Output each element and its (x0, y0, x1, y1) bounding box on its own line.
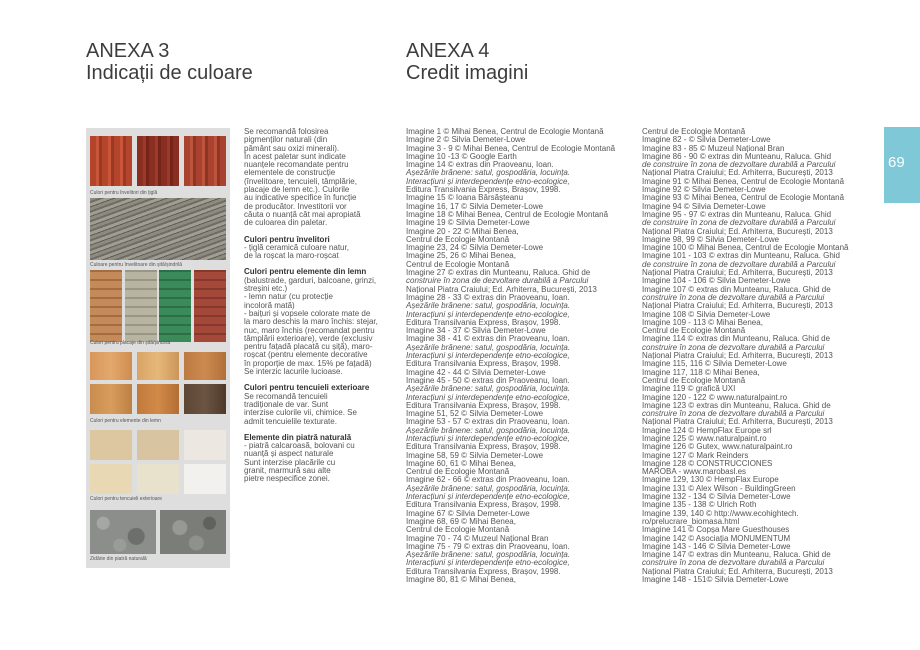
anexa3-title: ANEXA 3 (86, 40, 170, 62)
text-line: elementele de construcție (244, 168, 336, 178)
text-line: Imagine 27 © extras din Munteanu, Raluca. Ghid de (406, 268, 591, 278)
text-line: Editura Transilvania Express, Brașov, 1998. (406, 442, 561, 452)
text-line: Imagine 51, 52 © Silvia Demeter-Lowe (406, 409, 544, 419)
text-line: - piatră calcaroasă, bolovani cu (244, 441, 355, 451)
text-line: construire în zona de dezvoltare durabilă a Parcului (642, 342, 825, 352)
text-line: În acest paletar sunt indicate (244, 151, 346, 161)
swatch-wood-d (90, 384, 132, 414)
text-line: admit tencuielile texturate. (244, 416, 337, 426)
text-line: Imagine 128 © CONSTRUCCIONES (642, 458, 773, 468)
swatch-tile-red-2 (137, 136, 179, 186)
text-line: Imagine 147 © extras din Munteanu, Raluca. Ghid de (642, 550, 831, 560)
swatch-row-plaster-1 (90, 430, 226, 460)
text-line: Interacțiuni și interdependențe etno-ecologice, (406, 558, 570, 568)
text-line: Imagine 91 © Mihai Benea, Centrul de Ecologie Montană (642, 176, 845, 186)
text-line: Imagine 109 - 113 © Mihai Benea, (642, 317, 763, 327)
caption-plaster: Culori pentru tencuieli exterioare (90, 496, 162, 502)
text-line: (balustrade, garduri, balcoane, grinzi, (244, 275, 377, 285)
text-line: Imagine 126 © Gutex, www.naturalpaint.ro (642, 442, 793, 452)
photo-stone-wall-b (160, 510, 226, 554)
text-line: Centrul de Ecologie Montană (642, 127, 746, 136)
text-line: la maro deschis la maro închis: stejar, (244, 317, 378, 327)
text-line: Imagine 142 © Asociația MONUMENTUM (642, 533, 791, 543)
text-line: Național Piatra Craiului; Ed. Arhiterra, București, 2013 (406, 284, 597, 294)
anexa4-title: ANEXA 4 (406, 40, 490, 62)
text-line: Așezările brănene: satul, gospodăria, locuința. (406, 301, 571, 311)
text-line: Imagine 135 - 138 © Ulrich Roth (642, 500, 757, 510)
section-heading: Culori pentru elemente din lemn (244, 267, 367, 277)
text-line: căuta o nuanță cât mai apropiată (244, 209, 361, 219)
swatch-wood-b (137, 352, 179, 380)
text-line: Imagine 101 - 103 © extras din Munteanu, Raluca. Ghid (642, 251, 841, 261)
text-line: nuanță și aspect naturale (244, 449, 334, 459)
text-line: Așezările brănene: satul, gospodăria, locuința. (406, 483, 571, 493)
text-line: Sunt interzise placările cu (244, 457, 336, 467)
text-line: - baițuri și vopsele colorate mate de (244, 308, 371, 318)
text-line: Așezările brănene: satul, gospodăria, locuința. (406, 425, 571, 435)
text-line: Imagine 107 © extras din Munteanu, Raluca. Ghid de (642, 284, 831, 294)
text-line: Așezările brănene: satul, gospodăria, locuința. (406, 342, 571, 352)
text-line: nuc, maro închis (recomandat pentru (244, 325, 375, 335)
text-line: Imagine 86 - 90 © extras din Munteanu, Raluca. Ghid (642, 151, 832, 161)
text-line: de producător. Investitorii vor (244, 201, 347, 211)
caption-wood: Culori pentru elemente din lemn (90, 418, 161, 424)
text-line: construire în zona de dezvoltare durabilă a Parcului (406, 276, 589, 286)
text-line: Imagine 28 - 33 © extras din Praoveanu, Ioan. (406, 292, 570, 302)
swatch-plaster-c (184, 430, 226, 460)
swatch-plaster-a (90, 430, 132, 460)
text-line: Imagine 114 © extras din Munteanu, Raluca. Ghid de (642, 334, 831, 344)
text-line: Imagine 25, 26 © Mihai Benea, (406, 251, 516, 261)
text-line: Imagine 115, 116 © Silvia Demeter-Lowe (642, 359, 787, 369)
text-line: Se recomandă folosirea (244, 127, 329, 136)
photo-shingle-roof (90, 198, 226, 260)
text-line: Național Piatra Craiului; Ed. Arhiterra, București, 2013 (642, 226, 833, 236)
caption-shingle-roof: Culoare pentru învelitoare din șită/șindrilă (90, 262, 182, 268)
text-line: Imagine 120 - 122 © www.naturalpaint.ro (642, 392, 788, 402)
text-line: Național Piatra Craiului; Ed. Arhiterra, București, 2013 (642, 417, 833, 427)
caption-roof-tiles: Culori pentru învelitori din țiglă (90, 190, 158, 196)
text-line: Editura Transilvania Express, Brașov, 1998. (406, 317, 561, 327)
text-line: Imagine 143 - 146 © Silvia Demeter-Lowe (642, 541, 791, 551)
text-line: Centrul de Ecologie Montană (406, 525, 510, 535)
text-line: Imagine 23, 24 © Silvia Demeter-Lowe (406, 243, 544, 253)
text-line: au indicative specifice în funcție (244, 193, 357, 203)
anexa3-subtitle: Indicații de culoare (86, 62, 253, 84)
text-line: Național Piatra Craiului; Ed. Arhiterra, București, 2013 (642, 301, 833, 311)
text-line: Editura Transilvania Express, Brașov, 1998. (406, 500, 561, 510)
image-credits-column-1 (406, 128, 615, 584)
image-credits-column-2 (642, 128, 848, 584)
text-line: Editura Transilvania Express, Brașov, 1998. (406, 566, 561, 576)
swatch-wood-a (90, 352, 132, 380)
text-line: placaje de lemn etc.). Culorile (244, 185, 350, 195)
text-line: MAROBA - www.marobasl.es (642, 467, 747, 477)
text-line: Imagine 139, 140 © http://www.ecohightech. (642, 508, 799, 518)
swatch-plaster-b (137, 430, 179, 460)
text-line: Interacțiuni și interdependențe etno-ecologice, (406, 351, 570, 361)
text-line: Centrul de Ecologie Montană (406, 467, 510, 477)
swatch-plaster-f (184, 464, 226, 494)
text-line: Imagine 95 - 97 © extras din Munteanu, Raluca. Ghid (642, 209, 832, 219)
text-line: granit, marmură sau alte (244, 465, 331, 475)
text-line: Imagine 148 - 151© Silvia Demeter-Lowe (642, 575, 789, 585)
swatch-shingle-d (194, 270, 226, 342)
text-line: construire în zona de dezvoltare durabilă a Parcului (642, 558, 825, 568)
text-line: Imagine 62 - 66 © extras din Praoveanu, Ioan. (406, 475, 570, 485)
text-line: Editura Transilvania Express, Brașov, 1998. (406, 359, 561, 369)
text-line: streșini etc.) (244, 284, 288, 294)
swatch-row-wood-1 (90, 352, 226, 380)
text-line: Imagine 132 - 134 © Silvia Demeter-Lowe (642, 492, 791, 502)
text-line: Interacțiuni și interdependențe etno-ecologice, (406, 433, 570, 443)
swatch-shingle-b (125, 270, 157, 342)
text-line: nuanțele recomandate pentru (244, 160, 349, 170)
text-line: Imagine 10 -13 © Google Earth (406, 151, 517, 161)
text-line: Imagine 45 - 50 © extras din Praoveanu, Ioan. (406, 375, 570, 385)
text-line: Național Piatra Craiului; Ed. Arhiterra, București, 2013 (642, 351, 833, 361)
page-number: 69 (888, 154, 905, 171)
swatch-shingle-a (90, 270, 122, 342)
text-line: Imagine 34 - 37 © Silvia Demeter-Lowe (406, 326, 546, 336)
swatch-row-wood-2 (90, 384, 226, 414)
text-line: de construire în zona de dezvoltare durabilă a Parcului (642, 259, 836, 269)
text-line: Imagine 93 © Mihai Benea, Centrul de Ecologie Montană (642, 193, 845, 203)
caption-stone: Zidărie din piatră naturală (90, 556, 147, 562)
text-line: ro/prelucrare_biomasa.html (642, 516, 740, 526)
recommendations-column (244, 128, 378, 484)
section-heading: Elemente din piatră naturală (244, 432, 352, 442)
text-line: Național Piatra Craiului; Ed. Arhiterra, București, 2013 (642, 566, 833, 576)
text-line: Imagine 129, 130 © HempFlax Europe (642, 475, 779, 485)
text-line: Național Piatra Craiului; Ed. Arhiterra, București, 2013 (642, 268, 833, 278)
swatch-row-stone (90, 510, 226, 554)
text-line: Imagine 19 © Silvia Demeter-Lowe (406, 218, 530, 228)
text-line: Imagine 124 © HempFlax Europe srl (642, 425, 772, 435)
text-line: Imagine 20 - 22 © Mihai Benea, (406, 226, 519, 236)
text-line: de la roșcat la maro-roșcat (244, 251, 339, 261)
text-line: Imagine 94 © Silvia Demeter-Lowe (642, 201, 766, 211)
text-line: pigmenților naturali (din (244, 135, 328, 145)
text-line: Interacțiuni și interdependențe etno-ecologice, (406, 392, 570, 402)
text-line: Imagine 70 - 74 © Muzeul Național Bran (406, 533, 549, 543)
text-line: de construire în zona de dezvoltare durabilă a Parcului (642, 218, 836, 228)
text-line: Centrul de Ecologie Montană (642, 326, 746, 336)
text-line: de construire în zona de dezvoltare durabilă a Parcului (642, 160, 836, 170)
swatch-row-plaster-2 (90, 464, 226, 494)
text-line: Centrul de Ecologie Montană (406, 259, 510, 269)
swatch-shingle-c (159, 270, 191, 342)
text-line: Imagine 108 © Silvia Demeter-Lowe (642, 309, 771, 319)
swatch-tile-red-1 (90, 136, 132, 186)
text-line: Imagine 117, 118 © Mihai Benea, (642, 367, 760, 377)
text-line: Național Piatra Craiului; Ed. Arhiterra, București, 2013 (642, 168, 833, 178)
text-line: Editura Transilvania Express, Brașov, 1998. (406, 185, 561, 195)
text-line: Imagine 2 © Silvia Demeter-Lowe (406, 135, 526, 145)
text-line: Se interzic lacurile lucioase. (244, 367, 343, 377)
text-line: Imagine 75 - 79 © extras din Praoveanu, Ioan. (406, 541, 570, 551)
text-line: pământ sau oxizi minerali). (244, 143, 340, 153)
text-line: Imagine 80, 81 © Mihai Benea, (406, 575, 516, 585)
text-line: Imagine 125 © www.naturalpaint.ro (642, 433, 767, 443)
text-line: interzise culorile vii, chimice. Se (244, 408, 357, 418)
text-line: Imagine 131 © Alex Wilson - BuildingGreen (642, 483, 796, 493)
text-line: pentru fațadă placată cu șiță), maro- (244, 342, 373, 352)
text-line: construire în zona de dezvoltare durabilă a Parcului (642, 409, 825, 419)
text-line: construire în zona de dezvoltare durabilă a Parcului (642, 292, 825, 302)
text-line: Imagine 98, 99 © Silvia Demeter-Lowe (642, 234, 780, 244)
text-line: Imagine 100 © Mihai Benea, Centrul de Ecologie Montană (642, 243, 849, 253)
text-line: Imagine 83 - 85 © Muzeul Național Bran (642, 143, 785, 153)
text-line: Imagine 1 © Mihai Benea, Centrul de Ecologie Montană (406, 127, 604, 136)
text-line: Imagine 82 - © Silvia Demeter-Lowe (642, 135, 771, 145)
text-line: Imagine 127 © Mark Reinders (642, 450, 749, 460)
text-line: Interacțiuni și interdependențe etno-ecologice, (406, 176, 570, 186)
text-line: de culoarea din paletar. (244, 218, 328, 228)
text-line: roșcat (pentru elemente decorative (244, 350, 368, 360)
swatch-row-roof-tiles (90, 136, 226, 186)
text-line: Imagine 38 - 41 © extras din Praoveanu, Ioan. (406, 334, 570, 344)
text-line: incoloră mată) (244, 300, 295, 310)
text-line: Interacțiuni și interdependențe etno-ecologice, (406, 309, 570, 319)
text-line: Imagine 16, 17 © Silvia Demeter-Lowe (406, 201, 544, 211)
text-line: Imagine 58, 59 © Silvia Demeter-Lowe (406, 450, 544, 460)
text-line: - țiglă ceramică culoare natur, (244, 242, 349, 252)
text-line: Imagine 104 - 106 © Silvia Demeter-Lowe (642, 276, 791, 286)
text-line: Imagine 3 - 9 © Mihai Benea, Centrul de Ecologie Montană (406, 143, 616, 153)
text-line: Imagine 68, 69 © Mihai Benea, (406, 516, 516, 526)
anexa4-subtitle: Credit imagini (406, 62, 529, 84)
text-line: Imagine 119 © grafică UXI (642, 384, 736, 394)
text-line: Așezările brănene: satul, gospodăria, locuința. (406, 384, 571, 394)
text-line: în proporție de max. 15% pe fațadă) (244, 358, 372, 368)
text-line: pietre nespecifice zonei. (244, 474, 330, 484)
swatch-row-shingle-cladding (90, 270, 226, 342)
text-line: Imagine 14 © extras din Praoveanu, Ioan. (406, 160, 554, 170)
swatch-tile-red-3 (184, 136, 226, 186)
text-line: Imagine 53 - 57 © extras din Praoveanu, Ioan. (406, 417, 570, 427)
text-line: Imagine 92 © Silvia Demeter-Lowe (642, 185, 766, 195)
swatch-plaster-e (137, 464, 179, 494)
swatch-wood-f (184, 384, 226, 414)
text-line: Așezările brănene: satul, gospodăria, locuința. (406, 168, 571, 178)
text-line: tâmplării exterioare), verde (exclusiv (244, 333, 373, 343)
text-line: (învelitoare, tencuieli, tâmplărie, (244, 176, 357, 186)
text-line: Imagine 141 © Copșa Mare Guesthouses (642, 525, 790, 535)
text-line: Imagine 42 - 44 © Silvia Demeter-Lowe (406, 367, 546, 377)
text-line: - lemn natur (cu protecție (244, 292, 333, 302)
text-line: Imagine 123 © extras din Munteanu, Raluca. Ghid de (642, 400, 831, 410)
swatch-wood-e (137, 384, 179, 414)
caption-shingle-cladding: Culori pentru placaje din șită/șindrilă (90, 340, 171, 346)
text-line: Interacțiuni și interdependențe etno-ecologice, (406, 492, 570, 502)
text-line: tradiționale de var. Sunt (244, 399, 329, 409)
text-line: Editura Transilvania Express, Brașov, 1998. (406, 400, 561, 410)
text-line: Așezările brănene: satul, gospodăria, locuința. (406, 550, 571, 560)
text-line: Imagine 67 © Silvia Demeter-Lowe (406, 508, 530, 518)
section-heading: Culori pentru tencuieli exterioare (244, 383, 370, 393)
text-line: Imagine 15 © Ioana Bârsășteanu (406, 193, 524, 203)
text-line: Se recomandă tencuieli (244, 391, 328, 401)
text-line: Centrul de Ecologie Montană (406, 234, 510, 244)
section-heading: Culori pentru învelitori (244, 234, 330, 244)
color-palette-panel (86, 128, 230, 568)
swatch-plaster-d (90, 464, 132, 494)
text-line: Centrul de Ecologie Montană (642, 375, 746, 385)
swatch-wood-c (184, 352, 226, 380)
text-line: Imagine 18 © Mihai Benea, Centrul de Ecologie Montană (406, 209, 609, 219)
text-line: Imagine 60, 61 © Mihai Benea, (406, 458, 516, 468)
photo-stone-wall-a (90, 510, 156, 554)
